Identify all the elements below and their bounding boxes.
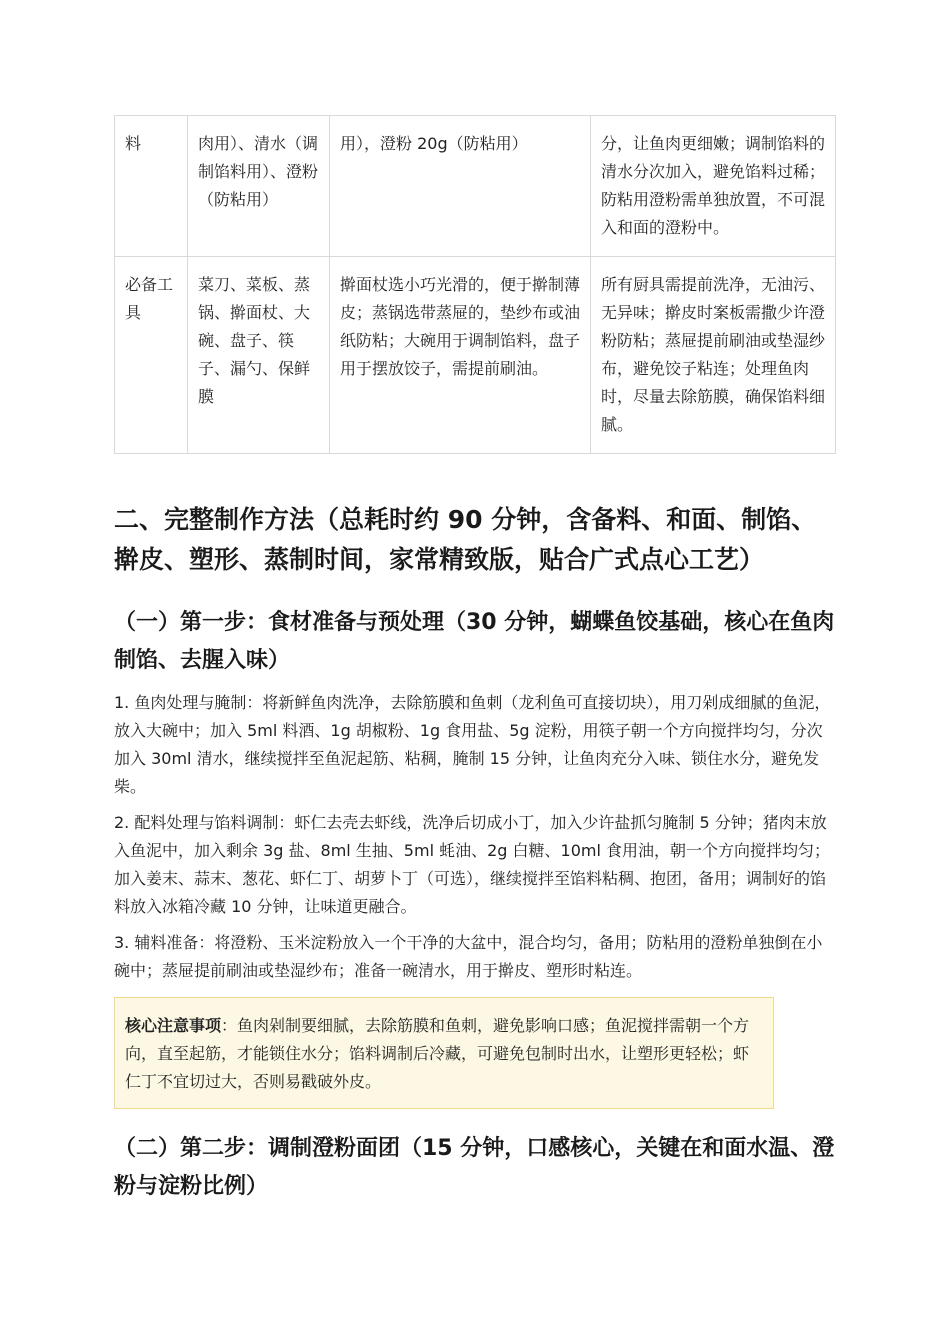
table-cell: 所有厨具需提前洗净，无油污、无异味；擀皮时案板需撒少许澄粉防粘；蒸屉提前刷油或垫湿纱布，避免饺子粘连；处理鱼肉时，尽量去除筋膜，确保馅料细腻。 — [591, 257, 836, 454]
table-row — [115, 257, 836, 454]
list-item: 1. 鱼肉处理与腌制：将新鲜鱼肉洗净，去除筋膜和鱼刺（龙利鱼可直接切块），用刀剁成细腻的鱼泥，放入大碗中；加入 5ml 料酒、1g 胡椒粉、1g 食用盐、5g 淀粉，用筷子朝一个方向搅拌均匀，分次加入 30ml 清水，继续搅拌至鱼泥起筋、粘稠，腌制 15 分钟，让鱼肉充分入味、锁住水分，避免发柴。 — [114, 693, 831, 796]
table-cell: 肉用）、清水（调制馅料用）、澄粉（防粘用） — [188, 116, 330, 257]
table-cell: 用），澄粉 20g（防粘用） — [330, 116, 591, 257]
table-cell: 分，让鱼肉更细嫩；调制馅料的清水分次加入，避免馅料过稀；防粘用澄粉需单独放置，不可混入和面的澄粉中。 — [591, 116, 836, 257]
step1-heading: （一）第一步：食材准备与预处理（30 分钟，蝴蝶鱼饺基础，核心在鱼肉制馅、去腥入味） — [114, 610, 835, 673]
list-item: 3. 辅料准备：将澄粉、玉米淀粉放入一个干净的大盆中，混合均匀，备用；防粘用的澄粉单独倒在小碗中；蒸屉提前刷油或垫湿纱布；准备一碗清水，用于擀皮、塑形时粘连。 — [114, 933, 823, 980]
section-heading: 二、完整制作方法（总耗时约 90 分钟，含备料、和面、制馅、擀皮、塑形、蒸制时间，家常精致版，贴合广式点心工艺） — [114, 505, 817, 574]
list-item: 2. 配料处理与馅料调制：虾仁去壳去虾线，洗净后切成小丁，加入少许盐抓匀腌制 5 分钟；猪肉末放入鱼泥中，加入剩余 3g 盐、8ml 生抽、5ml 蚝油、2g 白糖、10ml 食用油，朝一个方向搅拌均匀；加入姜末、蒜末、葱花、虾仁丁、胡萝卜丁（可选），继续搅拌至馅料粘稠、抱团，备用；调制好的馅料放入冰箱冷藏 10 分钟，让味道更融合。 — [114, 813, 831, 916]
table-cell: 必备工具 — [115, 257, 188, 454]
table-cell: 菜刀、菜板、蒸锅、擀面杖、大碗、盘子、筷子、漏勺、保鲜膜 — [188, 257, 330, 454]
table-row — [115, 116, 836, 257]
note-label: 核心注意事项 — [125, 1016, 222, 1035]
note-text: ：鱼肉剁制要细腻，去除筋膜和鱼刺，避免影响口感；鱼泥搅拌需朝一个方向，直至起筋，才能锁住水分；馅料调制后冷藏，可避免包制时出水，让塑形更轻松；虾仁丁不宜切过大，否则易戳破外皮。 — [125, 1016, 750, 1091]
core-notes-callout — [114, 997, 774, 1109]
step1-list — [114, 689, 836, 993]
ingredients-table — [114, 115, 836, 454]
table-cell: 擀面杖选小巧光滑的，便于擀制薄皮；蒸锅选带蒸屉的，垫纱布或油纸防粘；大碗用于调制馅料，盘子用于摆放饺子，需提前刷油。 — [330, 257, 591, 454]
table-cell: 料 — [115, 116, 188, 257]
step2-heading: （二）第二步：调制澄粉面团（15 分钟，口感核心，关键在和面水温、澄粉与淀粉比例） — [114, 1136, 835, 1199]
